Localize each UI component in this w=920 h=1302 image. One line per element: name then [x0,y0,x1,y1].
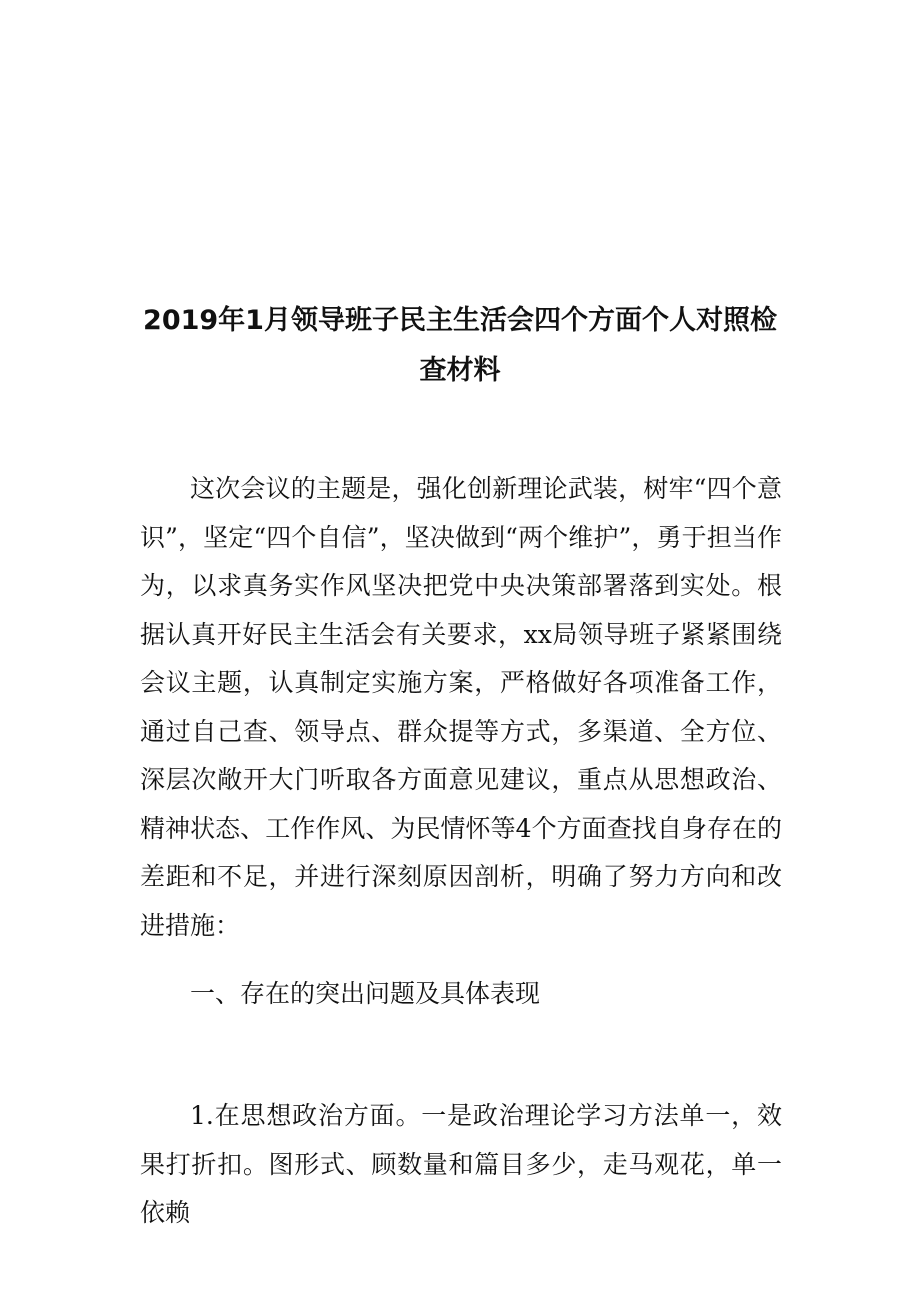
document-title: 2019年1月领导班子民主生活会四个方面个人对照检查材料 [143,305,777,386]
item-paragraph: 1.在思想政治方面。一是政治理论学习方法单一，效果打折扣。图形式、顾数量和篇目多少，走马观花，单一依赖 [140,1101,782,1227]
intro-paragraph: 这次会议的主题是，强化创新理论武装，树牢“四个意识”，坚定“四个自信”，坚决做到“两个维护”，勇于担当作为，以求真务实作风坚决把党中央决策部署落到实处。根据认真开好民主生活会有关要求，xx局领导班子紧紧围绕会议主题，认真制定实施方案，严格做好各项准备工作，通过自己查、领导点、群众提等方式，多渠道、全方位、深层次敞开大门听取各方面意见建议，重点从思想政治、精神状态、工作作风、为民情怀等4个方面查找自身存在的差距和不足，并进行深刻原因剖析，明确了努力方向和改进措施： [140,474,782,940]
section-heading: 一、存在的突出问题及具体表现 [190,979,541,1008]
